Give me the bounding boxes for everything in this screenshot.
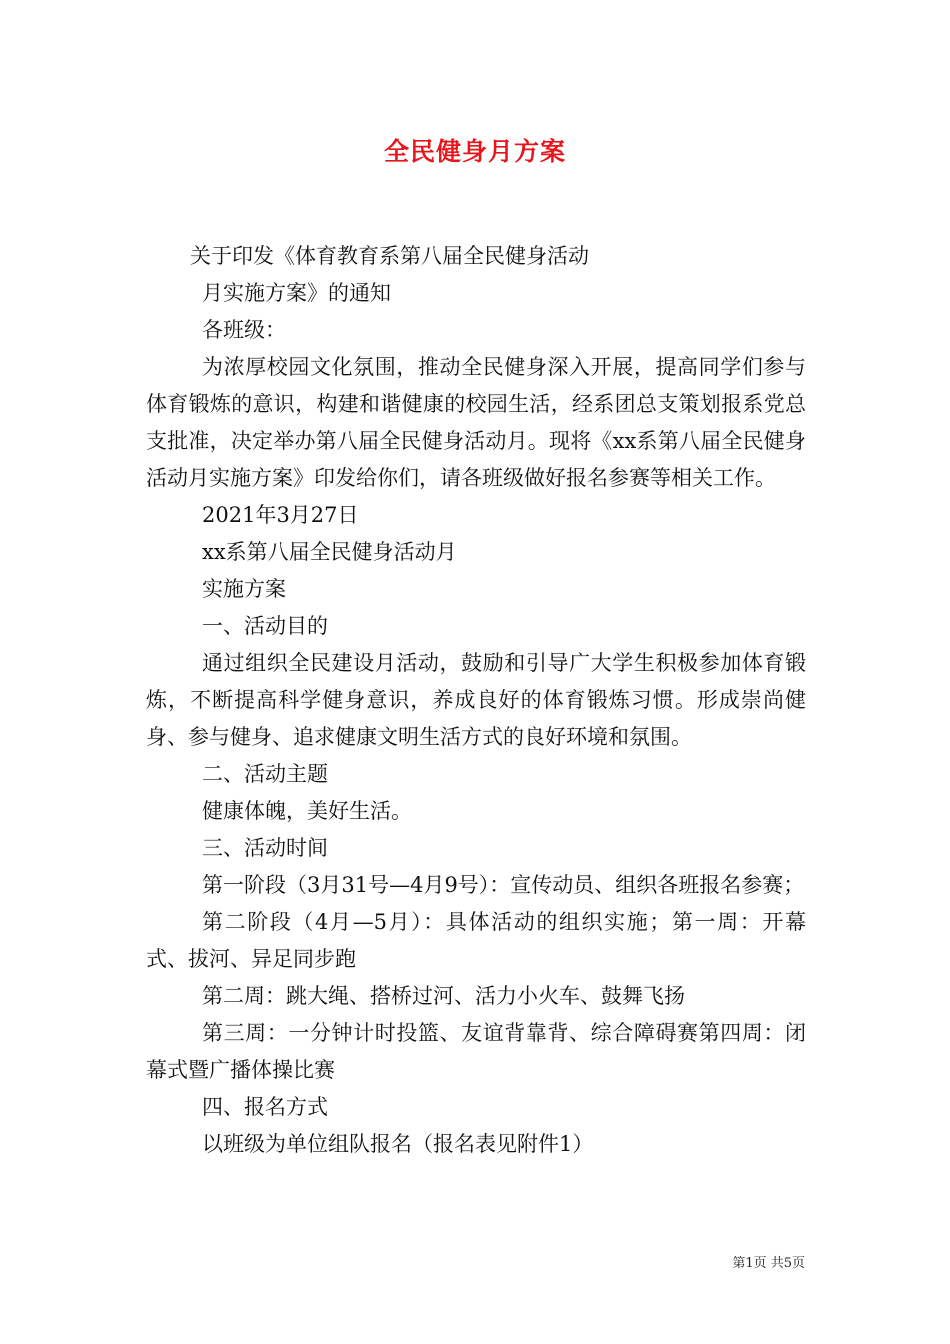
page-number-footer: 第1页 共5页 [732,1256,805,1271]
notice-line-1: 关于印发《体育教育系第八届全民健身活动 [190,244,589,268]
document-title: 全民健身月方案 [383,137,566,166]
section-4-text: 以班级为单位组队报名（报名表见附件1） [202,1132,594,1156]
stage-2: 第二阶段（4月—5月）：具体活动的组织实施；第一周：开幕式、拔河、异足同步跑 [146,910,806,971]
section-2-text: 健康体魄，美好生活。 [202,799,412,823]
section-1-heading: 一、活动目的 [202,614,328,638]
week-3: 第三周：一分钟计时投篮、友谊背靠背、综合障碍赛第四周：闭幕式暨广播体操比赛 [146,1021,806,1082]
section-3-heading: 三、活动时间 [202,836,328,860]
plan-title-line-1: xx系第八届全民健身活动月 [202,540,457,564]
issue-date: 2021年3月27日 [202,503,359,527]
salutation: 各班级： [202,318,286,342]
plan-title-line-2: 实施方案 [202,577,286,601]
stage-1: 第一阶段（3月31号—4月9号）：宣传动员、组织各班报名参赛； [202,873,805,897]
notice-line-2: 月实施方案》的通知 [202,281,391,305]
week-2: 第二周：跳大绳、搭桥过河、活力小火车、鼓舞飞扬 [202,984,685,1008]
document-body [146,238,806,1163]
section-2-heading: 二、活动主题 [202,762,328,786]
section-4-heading: 四、报名方式 [202,1095,328,1119]
section-1-paragraph: 通过组织全民建设月活动，鼓励和引导广大学生积极参加体育锻炼，不断提高科学健身意识，养成良好的体育锻炼习惯。形成崇尚健身、参与健身、追求健康文明生活方式的良好环境和氛围。 [146,651,806,749]
intro-paragraph: 为浓厚校园文化氛围，推动全民健身深入开展，提高同学们参与体育锻炼的意识，构建和谐健康的校园生活，经系团总支策划报系党总支批准，决定举办第八届全民健身活动月。现将《xx系第八届全民健身活动月实施方案》印发给你们，请各班级做好报名参赛等相关工作。 [146,355,806,490]
